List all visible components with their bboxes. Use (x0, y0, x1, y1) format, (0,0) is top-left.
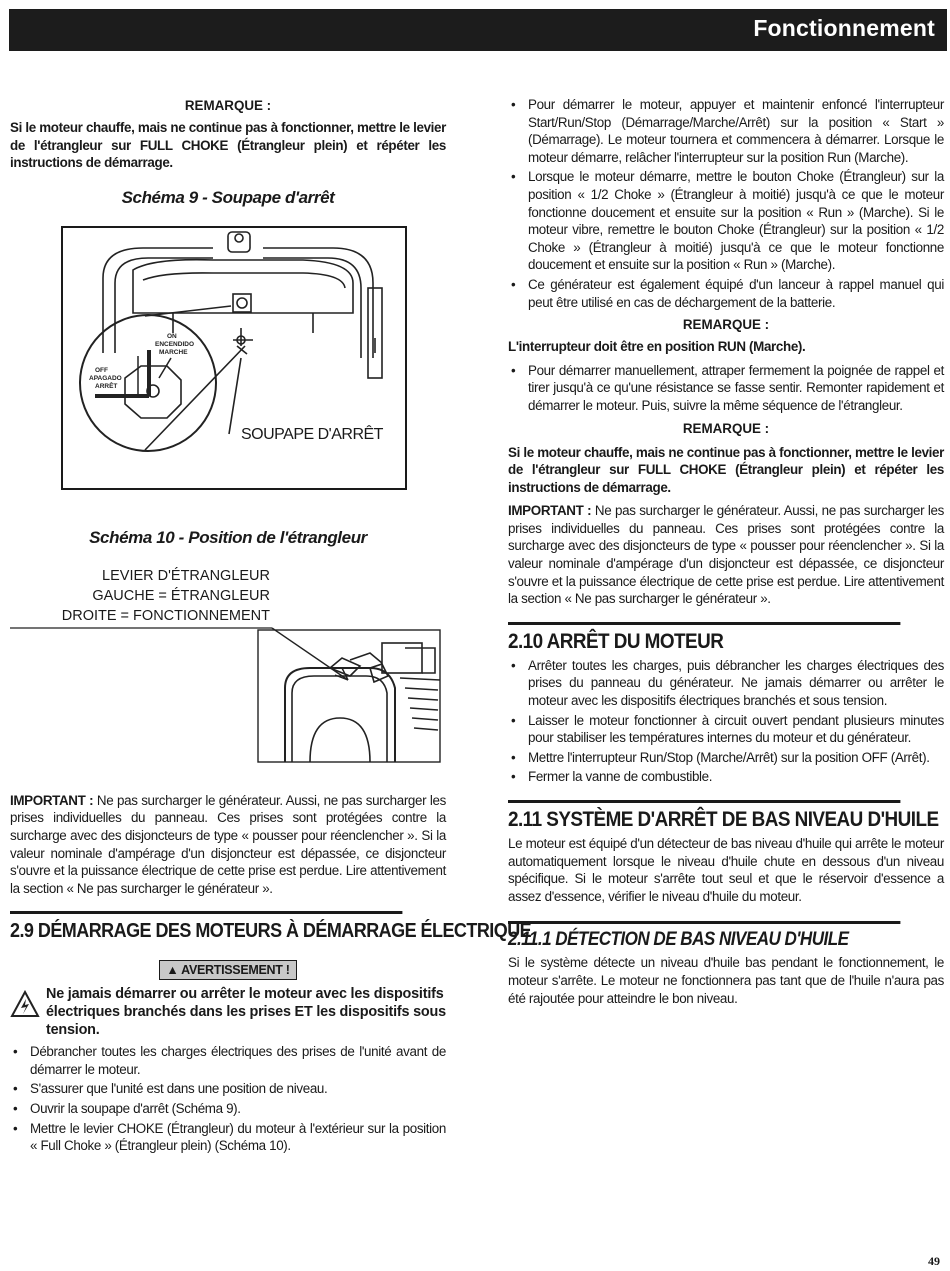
note-remarque-2 (508, 317, 944, 356)
note-body: Si le moteur chauffe, mais ne continue pas à fonctionner, mettre le levier de l'étrangleur sur FULL CHOKE (Étrangleur plein) et répéter les instructions de démarrage. (10, 120, 446, 171)
choke-lever-illustration (10, 568, 446, 782)
important-left (10, 792, 446, 898)
section-2-9-title: 2.9 DÉMARRAGE DES MOTEURS À DÉMARRAGE ÉLECTRIQUE (10, 911, 402, 944)
important-text: Ne pas surcharger le générateur. Aussi, ne pas surcharger les prises individuelles du panneau. Ces prises sont protégées contre la surcharge avec des disjoncteurs de type « pousser pour réenclencher ». Si la valeur nominale d'ampérage d'un disjoncteur est dépassée, ce disjoncteur s'ouvre et la puissance électrique de cette prise est perdue. Lire attentivement la section « Ne pas surcharger le générateur ». (10, 792, 446, 896)
note-title: REMARQUE : (184, 98, 272, 113)
page-number: 49 (928, 1254, 940, 1268)
important-lead: IMPORTANT : (10, 792, 94, 808)
list-item: • Arrêter toutes les charges, puis débrancher les charges électriques des prises du panneau du générateur. Ne jamais démarrer ou arrêter le moteur avec les dispositifs électriques branchés et sous tension. (508, 657, 944, 710)
list-item: • Pour démarrer manuellement, attraper fermement la poignée de rappel et tirer jusqu'à ce qu'une résistance se fasse sentir. Remonter rapidement et démarrer le moteur. Puis, suivre la même séquence de l'étrangleur. (508, 362, 944, 415)
header-title: Fonctionnement (753, 15, 935, 41)
svg-text:APAGADO: APAGADO (89, 374, 122, 382)
start-bullets (508, 96, 944, 311)
choke-left-label: GAUCHE = ÉTRANGLEUR (92, 587, 270, 604)
warning-badge-row (10, 960, 446, 980)
section-2-11-1-body: Si le système détecte un niveau d'huile bas pendant le fonctionnement, le moteur s'arrête. Le moteur ne fonctionnera pas tant que de l'huile n'aura pas été rajoutée pour atteindre le bon niveau. (508, 955, 944, 1006)
manual-start-bullets (508, 362, 944, 415)
note-title: REMARQUE : (682, 317, 770, 333)
svg-text:ENCENDIDO: ENCENDIDO (155, 340, 195, 348)
warning-block (10, 986, 446, 1039)
figure-10 (10, 568, 446, 782)
section-2-9-bullets (10, 1043, 446, 1155)
important-text: Ne pas surcharger le générateur. Aussi, ne pas surcharger les prises individuelles du panneau. Ces prises sont protégées contre la surcharge avec des disjoncteurs de type « pousser pour réenclencher ». Si la valeur nominale d'ampérage d'un disjoncteur est dépassée, ce disjoncteur s'ouvre et la puissance électrique de cette prise est perdue. Lire attentivement la section « Ne pas surcharger le générateur ». (508, 503, 944, 607)
dial-on-label: ON (167, 332, 177, 340)
figure-9 (61, 226, 407, 490)
important-right (508, 502, 944, 608)
list-item: • Ce générateur est également équipé d'un lanceur à rappel manuel qui peut être utilisé en cas de déchargement de la batterie. (508, 276, 944, 311)
figure-10-title: Schéma 10 - Position de l'étrangleur (89, 527, 367, 547)
list-item: • Mettre l'interrupteur Run/Stop (Marche/Arrêt) sur la position OFF (Arrêt). (508, 749, 944, 767)
list-item: • Pour démarrer le moteur, appuyer et maintenir enfoncé l'interrupteur Start/Run/Stop (Démarrage/Marche/Arrêt) sur la position « Start » (Démarrage). Le moteur tournera et commencera à démarrer. Lorsque le moteur démarre, relâcher l'interrupteur sur la position Run (Marche). (508, 96, 944, 166)
figure-9-title: Schéma 9 - Soupape d'arrêt (121, 187, 335, 207)
page-header (9, 9, 947, 51)
dial-off-label: OFF (95, 366, 108, 374)
warning-triangle-icon: ▲ (166, 963, 179, 978)
list-item: • Laisser le moteur fonctionner à circuit ouvert pendant plusieurs minutes pour stabiliser les températures internes du moteur et du générateur. (508, 712, 944, 747)
list-item: • Mettre le levier CHOKE (Étrangleur) du moteur à l'extérieur sur la position « Full Choke » (Étrangleur plein) (Schéma 10). (10, 1120, 446, 1155)
svg-text:MARCHE: MARCHE (159, 348, 188, 356)
list-item: • Fermer la vanne de combustible. (508, 768, 944, 786)
warning-text: Ne jamais démarrer ou arrêter le moteur avec les dispositifs électriques branchés dans les prises ET les dispositifs sous tension. (46, 986, 446, 1038)
section-2-10-title: 2.10 ARRÊT DU MOTEUR (508, 622, 900, 655)
note-body: L'interrupteur doit être en position RUN (Marche). (508, 339, 806, 355)
important-lead: IMPORTANT : (508, 503, 592, 519)
section-2-11-1-title: 2.11.1 DÉTECTION DE BAS NIVEAU D'HUILE (508, 921, 900, 952)
section-2-10-bullets (508, 657, 944, 786)
left-column (10, 96, 532, 1157)
note-body: Si le moteur chauffe, mais ne continue pas à fonctionner, mettre le levier de l'étrangleur sur FULL CHOKE (Étrangleur plein) et répéter les instructions de démarrage. (508, 444, 944, 495)
list-item: • Lorsque le moteur démarre, mettre le bouton Choke (Étrangleur) sur la position « 1/2 Choke » (Étrangleur à moitié) jusqu'à ce que le moteur fonctionne doucement et ensuite sur la position « Run » (Marche). Si le moteur vibre, remettre le bouton Choke (Étrangleur) sur la position « 1/2 Choke » (Étrangleur à moitié) jusqu'à ce que le moteur fonctionne doucement et ensuite sur la position « Run » (Marche). (508, 168, 944, 274)
section-2-11-title: 2.11 SYSTÈME D'ARRÊT DE BAS NIVEAU D'HUILE (508, 800, 900, 833)
shutoff-valve-callout: SOUPAPE D'ARRÊT (241, 425, 383, 443)
list-item: • S'assurer que l'unité est dans une position de niveau. (10, 1080, 446, 1098)
warning-badge-label: AVERTISSEMENT ! (181, 963, 290, 978)
warning-badge (159, 960, 296, 980)
note-remarque-3 (508, 421, 944, 497)
electric-shock-icon (10, 990, 40, 1018)
note-title: REMARQUE : (682, 420, 770, 436)
choke-right-label: DROITE = FONCTIONNEMENT (61, 607, 270, 624)
choke-lever-label: LEVIER D'ÉTRANGLEUR (102, 567, 270, 584)
note-remarque-1 (10, 98, 446, 172)
list-item: • Débrancher toutes les charges électriques des prises de l'unité avant de démarrer le moteur. (10, 1043, 446, 1078)
list-item: • Ouvrir la soupape d'arrêt (Schéma 9). (10, 1100, 446, 1118)
right-column (508, 96, 944, 1007)
svg-text:ARRÊT: ARRÊT (95, 382, 118, 390)
section-2-11-body: Le moteur est équipé d'un détecteur de bas niveau d'huile qui arrête le moteur automatiquement lorsque le niveau d'huile chute en dessous d'un niveau spécifique. Si le moteur s'arrête tout seul et que le réservoir d'essence a assez d'essence, vérifier le niveau d'huile du moteur. (508, 836, 944, 904)
shutoff-valve-illustration (63, 228, 405, 488)
